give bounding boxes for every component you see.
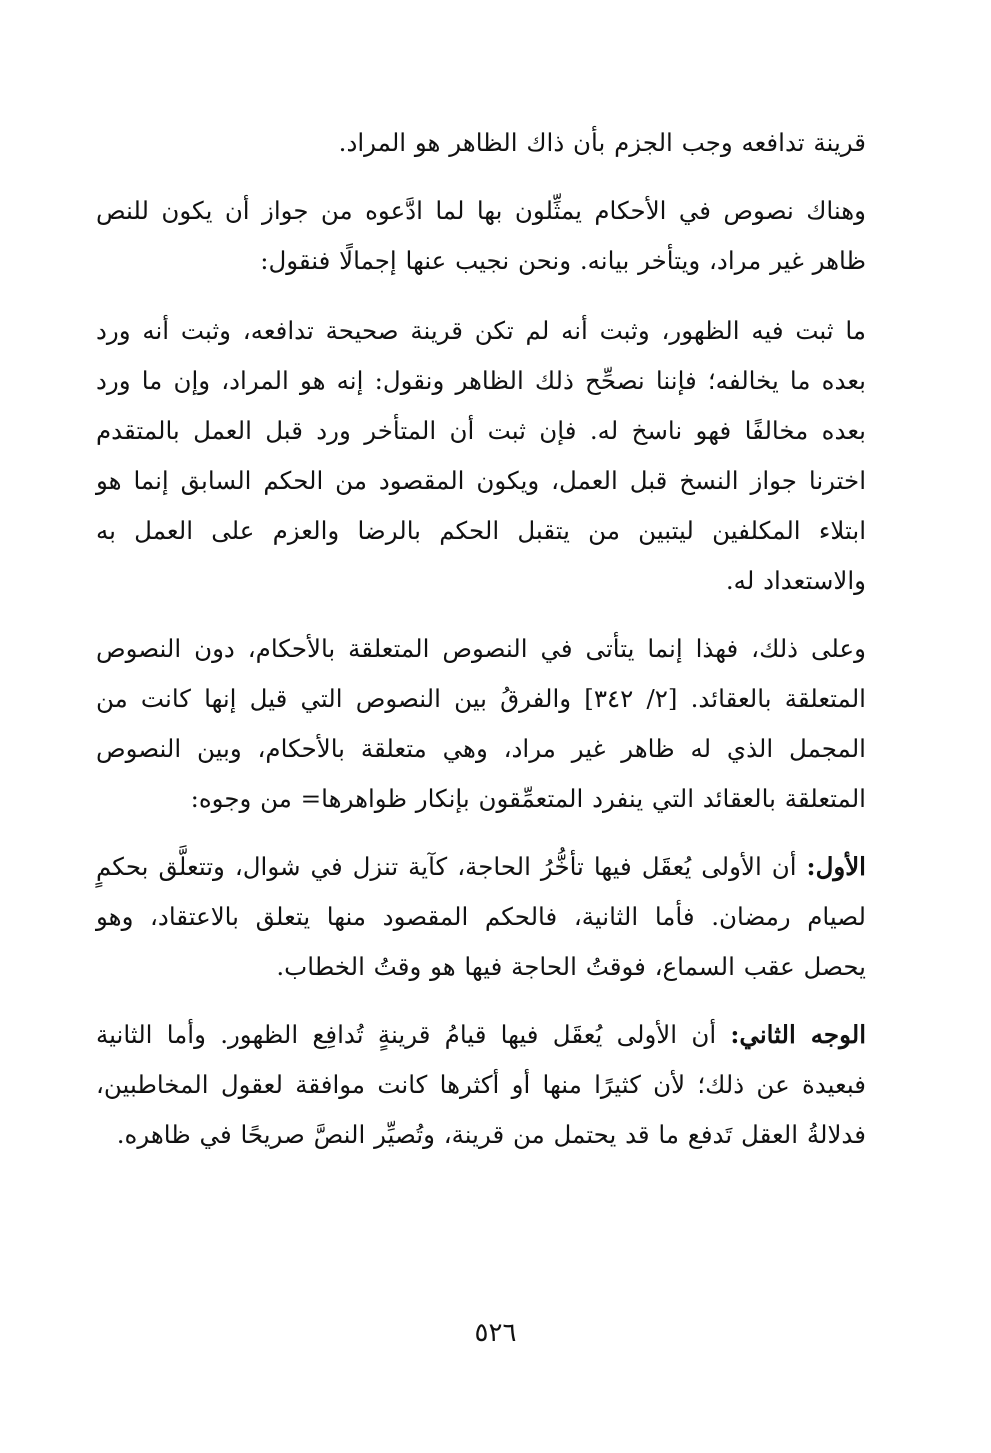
paragraph-4-text: وعلى ذلك، فهذا إنما يتأتى في النصوص المتعلقة بالأحكام، دون النصوص المتعلقة بالعقائد. [٢/ ٣٤٢] والفرقُ بين النصوص التي قيل إنها كانت من المجمل الذي له ظاهر غير مراد، وهي متعلقة بالأحكام، وبين النصوص المتعلقة بالعقائد التي ينفرد المتعمِّقون بإنكار ظواهرها= من وجوه:	[96, 634, 866, 813]
page-number: ٥٢٦	[474, 1318, 517, 1348]
paragraph-1-text: قرينة تدافعه وجب الجزم بأن ذاك الظاهر هو المراد.	[338, 128, 866, 157]
paragraph-4	[96, 624, 866, 824]
paragraph-3	[96, 306, 866, 606]
page-body	[96, 118, 866, 1160]
paragraph-6	[96, 1010, 866, 1160]
paragraph-5-text: أن الأولى يُعقَل فيها تأخُّرُ الحاجة، كآية تنزل في شوال، وتتعلَّق بحكمٍ لصيام رمضان. فأما الثانية، فالحكم المقصود منها يتعلق بالاعتقاد، وهو يحصل عقب السماع، فوقتُ الحاجة فيها هو وقتُ الخطاب.	[96, 852, 866, 981]
paragraph-6-lead: الوجه الثاني:	[730, 1020, 866, 1049]
paragraph-6-text: أن الأولى يُعقَل فيها قيامُ قرينةٍ تُدافِع الظهور. وأما الثانية فبعيدة عن ذلك؛ لأن كثيرًا منها أو أكثرها كانت موافقة لعقول المخاطبين، فدلالةُ العقل تَدفع ما قد يحتمل من قرينة، وتُصيِّر النصَّ صريحًا في ظاهره.	[96, 1020, 866, 1149]
paragraph-2	[96, 186, 866, 286]
paragraph-2-text: وهناك نصوص في الأحكام يمثِّلون بها لما ادَّعوه من جواز أن يكون للنص ظاهر غير مراد، ويتأخر بيانه. ونحن نجيب عنها إجمالًا فنقول:	[96, 196, 866, 275]
paragraph-5	[96, 842, 866, 992]
paragraph-5-lead: الأول:	[806, 852, 866, 881]
paragraph-3-text: ما ثبت فيه الظهور، وثبت أنه لم تكن قرينة صحيحة تدافعه، وثبت أنه ورد بعده ما يخالفه؛ فإننا نصحِّح ذلك الظاهر ونقول: إنه هو المراد، وإن ما ورد بعده مخالفًا فهو ناسخ له. فإن ثبت أن المتأخر ورد قبل العمل بالمتقدم اخترنا جواز النسخ قبل العمل، ويكون المقصود من الحكم السابق إنما هو ابتلاء المكلفين ليتبين من يتقبل الحكم بالرضا والعزم على العمل به والاستعداد له.	[96, 316, 866, 595]
paragraph-1	[96, 118, 866, 168]
